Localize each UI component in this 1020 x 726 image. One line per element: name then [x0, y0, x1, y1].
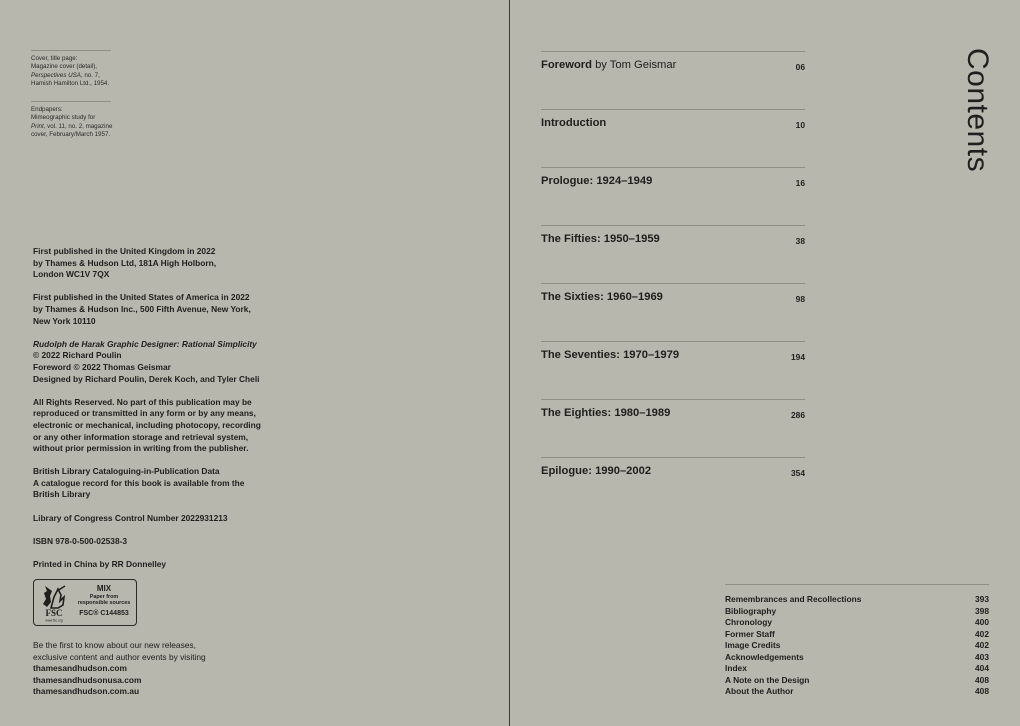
imprint-line: British Library [33, 489, 91, 500]
imprint-line: by Thames & Hudson Ltd, 181A High Holborn, [33, 257, 217, 268]
back-matter-title: Bibliography [725, 605, 777, 616]
back-matter-page: 408 [975, 674, 989, 685]
toc-page: 06 [795, 62, 805, 72]
toc-entry[interactable] [541, 51, 805, 72]
imprint-line: Foreword © 2022 Thomas Geismar [33, 361, 171, 372]
loc-number: Library of Congress Control Number 2022931213 [33, 512, 228, 523]
toc-title-main: Foreword [541, 59, 592, 71]
caption-line: Cover, title page: [31, 55, 78, 62]
caption-line [31, 72, 121, 80]
back-matter-page: 402 [975, 628, 989, 639]
contents-heading: Contents [961, 48, 994, 173]
uk-publication [33, 246, 263, 281]
back-matter-page: 403 [975, 651, 989, 662]
back-matter-item[interactable] [725, 617, 989, 629]
toc-entry[interactable] [541, 457, 805, 478]
right-page [510, 0, 1020, 726]
toc-page: 16 [795, 178, 805, 188]
toc-title: The Seventies: 1970–1979 [541, 349, 680, 361]
toc-title: The Eighties: 1980–1989 [541, 407, 671, 419]
toc-entry[interactable] [541, 109, 805, 130]
toc-title: The Sixties: 1960–1969 [541, 291, 663, 303]
toc-title: Introduction [541, 117, 607, 129]
us-publication [33, 292, 263, 327]
toc-page: 10 [795, 120, 805, 130]
fsc-code: FSC® C144853 [79, 609, 129, 617]
back-matter-title: Remembrances and Recollections [725, 594, 862, 604]
website-link[interactable]: thamesandhudson.com.au [33, 686, 140, 697]
newsletter-block [33, 640, 273, 698]
endpapers-caption [31, 101, 121, 140]
credits [33, 339, 263, 385]
back-matter-item[interactable] [725, 640, 989, 652]
imprint-line: All Rights Reserved. No part of this publication may be [33, 396, 252, 407]
imprint-line: New York 10110 [33, 315, 96, 326]
caption-rule [31, 50, 111, 51]
caption-line: cover, February/March 1957. [31, 131, 111, 139]
fsc-paper-line: Paper from [89, 594, 119, 600]
imprint-line: without prior permission in writing from the publisher. [33, 443, 249, 454]
printed-in: Printed in China by RR Donnelley [33, 559, 167, 570]
cover-caption [31, 50, 121, 89]
book-title: Rudolph de Harak Graphic Designer: Rational Simplicity [33, 338, 257, 349]
back-matter-item[interactable] [725, 606, 989, 618]
fsc-url: www.fsc.org [45, 618, 63, 623]
toc-page: 286 [791, 410, 805, 420]
back-matter-item[interactable] [725, 652, 989, 664]
newsletter-line: Be the first to know about our new releases, [33, 640, 196, 650]
isbn: ISBN 978-0-500-02538-3 [33, 535, 128, 546]
fsc-mix: MIX [96, 584, 112, 593]
back-matter-title: Chronology [725, 617, 772, 628]
fsc-label [33, 579, 137, 626]
imprint-line: British Library Cataloguing-in-Publication Data [33, 466, 220, 477]
fsc-logo-text: FSC [45, 608, 63, 618]
caption-line: Mimeographic study for [31, 114, 96, 122]
back-matter-title: Former Staff [725, 628, 775, 639]
toc-page: 38 [795, 236, 805, 246]
imprint-block [33, 246, 263, 582]
imprint-line: A catalogue record for this book is available from the [33, 477, 245, 488]
caption-italic: Print [31, 122, 44, 130]
caption-line: Hamish Hamilton Ltd., 1954. [31, 80, 110, 88]
back-matter-item[interactable] [725, 594, 989, 606]
toc-page: 354 [791, 468, 805, 478]
caption-italic: Perspectives USA [31, 71, 81, 79]
toc-entry[interactable] [541, 167, 805, 188]
imprint-line: Designed by Richard Poulin, Derek Koch, and Tyler Cheli [33, 373, 260, 384]
back-matter-page: 400 [975, 617, 989, 628]
website-link[interactable]: thamesandhudsonusa.com [33, 674, 142, 685]
toc-page: 98 [795, 294, 805, 304]
toc-title: Prologue: 1924–1949 [541, 175, 653, 187]
back-matter-page: 398 [975, 605, 989, 616]
imprint-line: First published in the United Kingdom in 2022 [33, 246, 216, 256]
imprint-line: © 2022 Richard Poulin [33, 350, 122, 361]
back-matter-title: Acknowledgements [725, 651, 804, 662]
toc-page: 194 [791, 352, 805, 362]
toc-title: The Fifties: 1950–1959 [541, 233, 660, 245]
imprint-line: reproduced or transmitted in any form or by any means, [33, 408, 256, 419]
toc-entry[interactable] [541, 399, 805, 420]
imprint-line: by Thames & Hudson Inc., 500 Fifth Avenue, New York, [33, 303, 251, 314]
toc-title: Epilogue: 1990–2002 [541, 465, 652, 477]
back-matter-page: 393 [975, 594, 989, 604]
back-matter-page: 402 [975, 640, 989, 651]
newsletter-line: exclusive content and author events by visiting [33, 651, 206, 662]
caption-rule [31, 101, 111, 102]
website-link[interactable]: thamesandhudson.com [33, 663, 127, 674]
cip-data [33, 466, 263, 501]
back-matter-title: Index [725, 663, 747, 674]
back-matter-list [725, 584, 989, 698]
back-matter-title: Image Credits [725, 640, 781, 651]
caption-after-italic: , vol. 11, no. 2, magazine [43, 122, 113, 130]
back-matter-item[interactable] [725, 686, 989, 698]
back-matter-item[interactable] [725, 675, 989, 687]
toc-entry[interactable] [541, 225, 805, 246]
caption-line: Magazine cover (detail), [31, 63, 98, 71]
back-matter-title: A Note on the Design [725, 674, 810, 685]
fsc-paper-line: responsible sources [77, 600, 131, 607]
imprint-line: London WC1V 7QX [33, 269, 110, 280]
rights-notice [33, 397, 263, 455]
toc-author: by Tom Geismar [591, 59, 677, 71]
back-matter-page: 404 [975, 663, 989, 674]
toc-entry[interactable] [541, 341, 805, 362]
imprint-line: electronic or mechanical, including photocopy, recording [33, 419, 261, 430]
back-matter-page: 408 [975, 686, 989, 697]
caption-line [31, 123, 121, 131]
back-matter-item[interactable] [725, 663, 989, 675]
toc-title [541, 59, 676, 71]
fsc-tree-icon [38, 583, 70, 623]
fsc-text [72, 584, 136, 618]
caption-after-italic: , no. 7, [80, 71, 100, 79]
caption-line: Endpapers: [31, 106, 63, 113]
back-matter-item[interactable] [725, 629, 989, 641]
imprint-line: First published in the United States of America in 2022 [33, 292, 250, 303]
back-matter-title: About the Author [725, 686, 794, 697]
toc-entry[interactable] [541, 283, 805, 304]
imprint-line: or any other information storage and retrieval system, [33, 431, 249, 442]
